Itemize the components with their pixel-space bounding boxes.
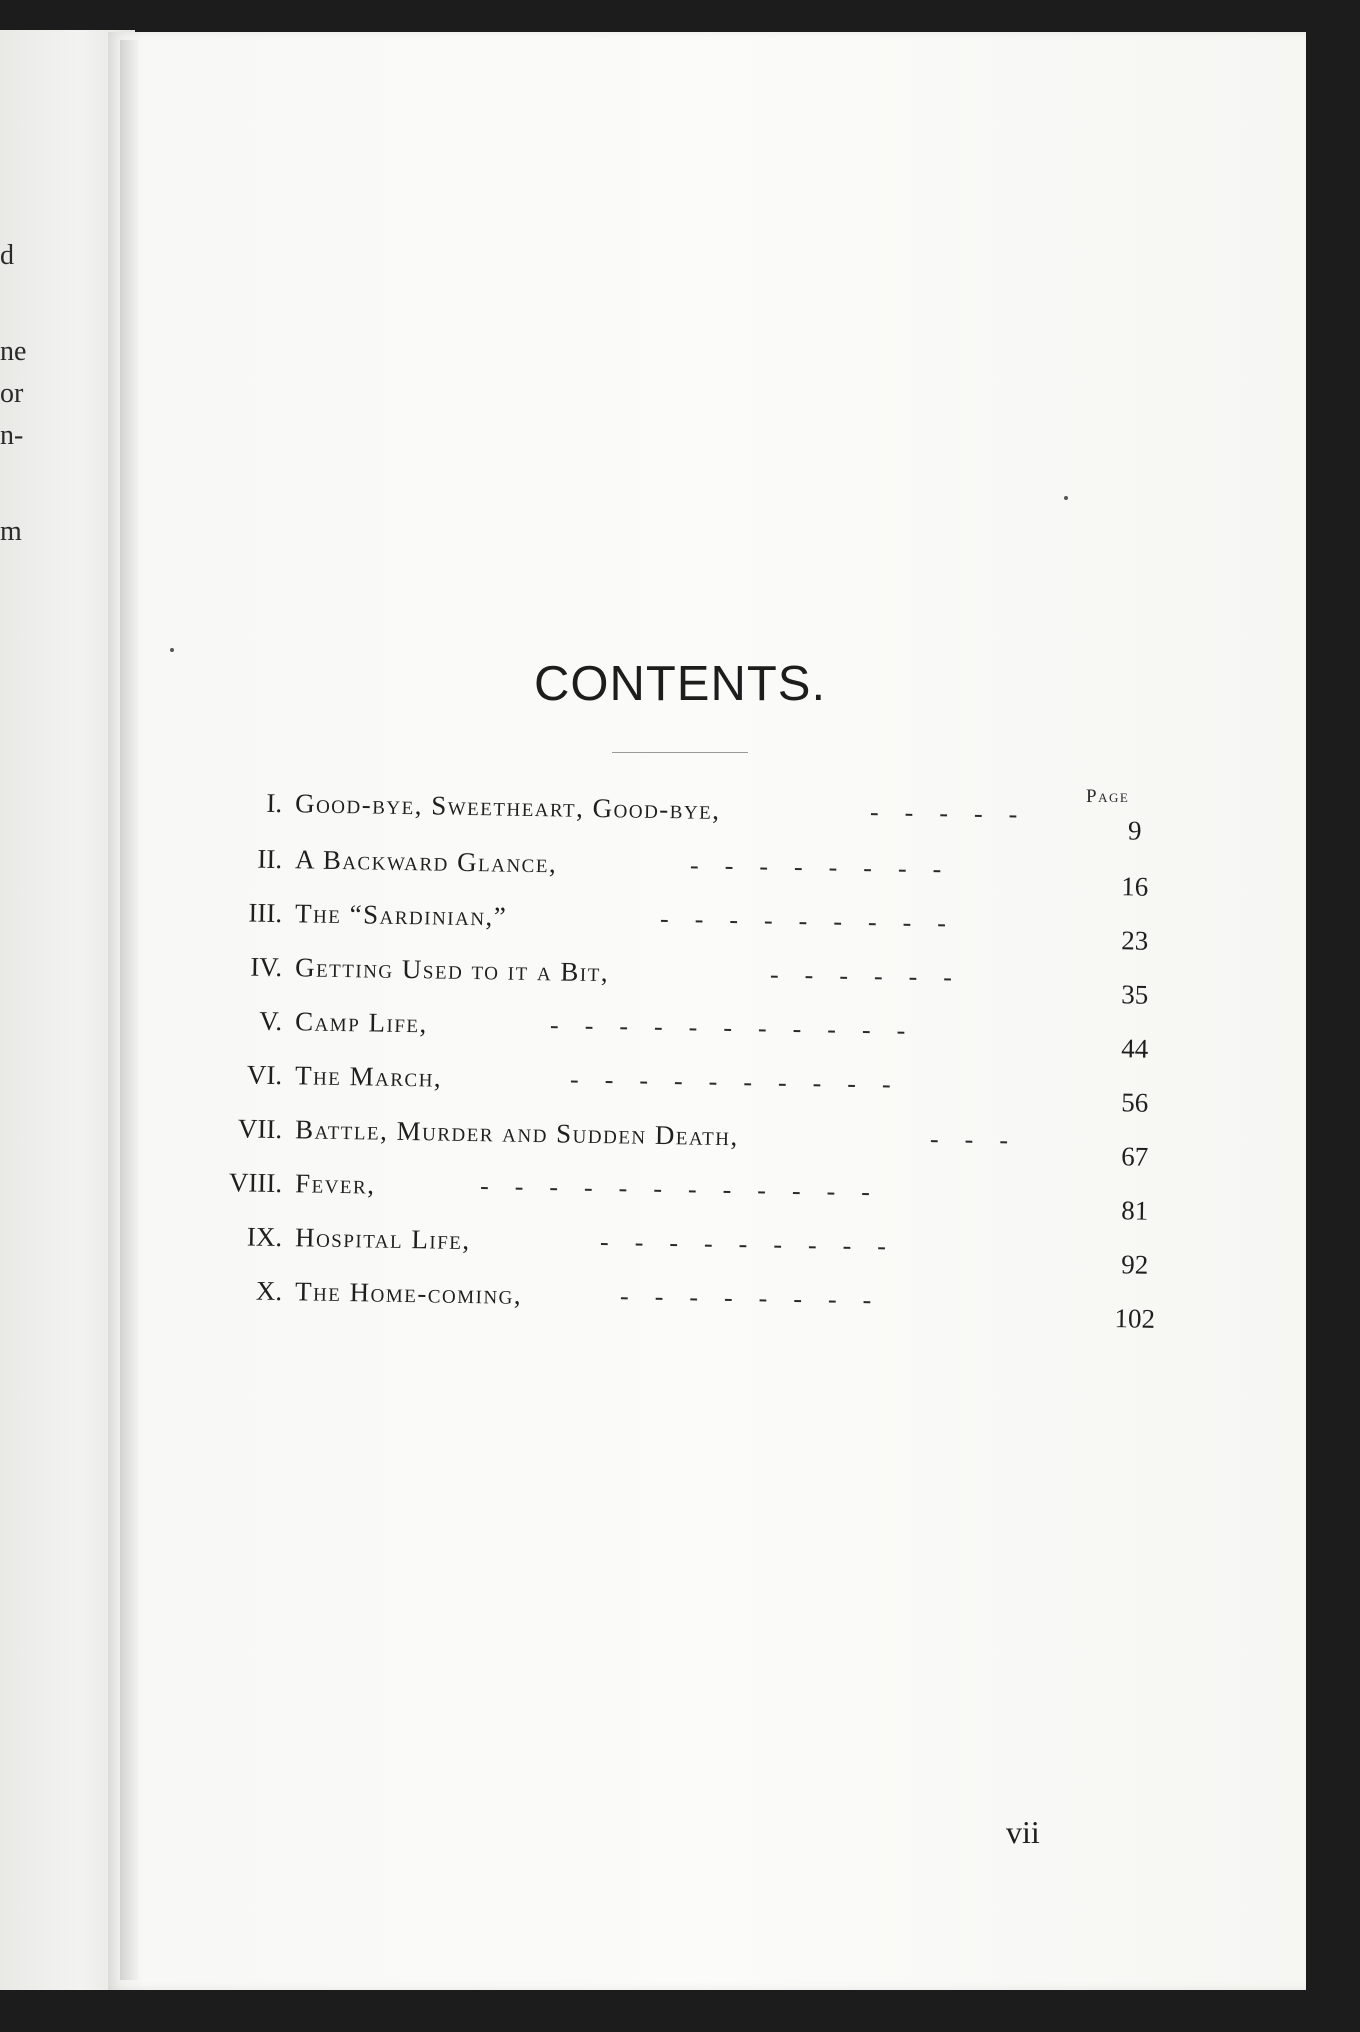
chapter-page-number: 44 xyxy=(1121,1033,1149,1064)
dot-leader: - - - - - - - - - xyxy=(659,904,947,938)
dot-leader: - - - - - - - - - - - xyxy=(549,1010,906,1045)
chapter-number: VIII. xyxy=(228,1167,283,1199)
toc-entry xyxy=(150,1058,1151,1118)
toc-entry xyxy=(150,1274,1156,1334)
chapter-page-number: 56 xyxy=(1121,1087,1149,1118)
chapter-number: I. xyxy=(266,787,283,819)
left-page-fragment: n- xyxy=(0,420,24,451)
toc-entry xyxy=(150,1166,1151,1226)
chapter-title: Getting Used to it a Bit, xyxy=(294,952,610,988)
toc-entry xyxy=(150,1112,1151,1172)
dot-leader: - - - - - - xyxy=(769,959,953,992)
dot-leader: - - - - - - - - - - xyxy=(569,1064,891,1099)
chapter-number: VI. xyxy=(246,1059,283,1091)
chapter-title: The March, xyxy=(294,1060,443,1093)
chapter-page-number: 81 xyxy=(1121,1195,1149,1226)
toc-entry xyxy=(150,1004,1151,1064)
dot-leader: - - - - - - - - xyxy=(689,850,942,884)
toc-entry xyxy=(150,896,1151,956)
toc-entry xyxy=(150,950,1151,1010)
chapter-page-number: 23 xyxy=(1121,925,1149,956)
dot-leader: - - - xyxy=(929,1124,1009,1155)
chapter-title: Good-bye, Sweetheart, Good-bye, xyxy=(294,788,721,825)
chapter-number: III. xyxy=(248,897,283,929)
left-page-fragment: or xyxy=(0,378,24,409)
dot-leader: - - - - - - - - - - - - xyxy=(479,1171,871,1207)
page-column-label: Page xyxy=(1086,786,1130,807)
chapter-title: Battle, Murder and Sudden Death, xyxy=(294,1114,739,1152)
chapter-title: The Home-coming, xyxy=(294,1276,523,1310)
chapter-number: IX. xyxy=(246,1221,283,1253)
page-title: CONTENTS. xyxy=(533,657,827,711)
left-page-fragment: d xyxy=(0,240,14,271)
chapter-title: Hospital Life, xyxy=(294,1222,471,1256)
chapter-number: IV. xyxy=(250,951,283,983)
chapter-number: V. xyxy=(259,1005,283,1037)
chapter-title: Fever, xyxy=(294,1168,376,1200)
chapter-page-number: 102 xyxy=(1114,1303,1156,1334)
chapter-title: The “Sardinian,” xyxy=(294,898,508,932)
chapter-title: A Backward Glance, xyxy=(294,844,558,879)
chapter-title: Camp Life, xyxy=(294,1006,428,1039)
left-page-fragment: ne xyxy=(0,336,27,367)
toc-entry xyxy=(150,1220,1151,1280)
page-folio: vii xyxy=(1006,1814,1040,1850)
toc-entry xyxy=(150,786,1151,846)
dot-leader: - - - - - - - - xyxy=(619,1281,872,1315)
chapter-page-number: 35 xyxy=(1121,979,1149,1010)
chapter-number: II. xyxy=(257,843,283,875)
dot-leader: - - - - - - - - - xyxy=(599,1227,887,1261)
dot-leader: - - - - - xyxy=(869,797,1018,829)
chapter-page-number: 67 xyxy=(1121,1141,1149,1172)
chapter-page-number: 92 xyxy=(1121,1249,1149,1280)
chapter-page-number: 9 xyxy=(1127,815,1142,846)
chapter-number: X. xyxy=(255,1275,283,1307)
left-page-fragment: m xyxy=(0,516,22,547)
chapter-page-number: 16 xyxy=(1121,871,1149,902)
toc-entry xyxy=(150,842,1151,902)
chapter-number: VII. xyxy=(237,1113,283,1145)
